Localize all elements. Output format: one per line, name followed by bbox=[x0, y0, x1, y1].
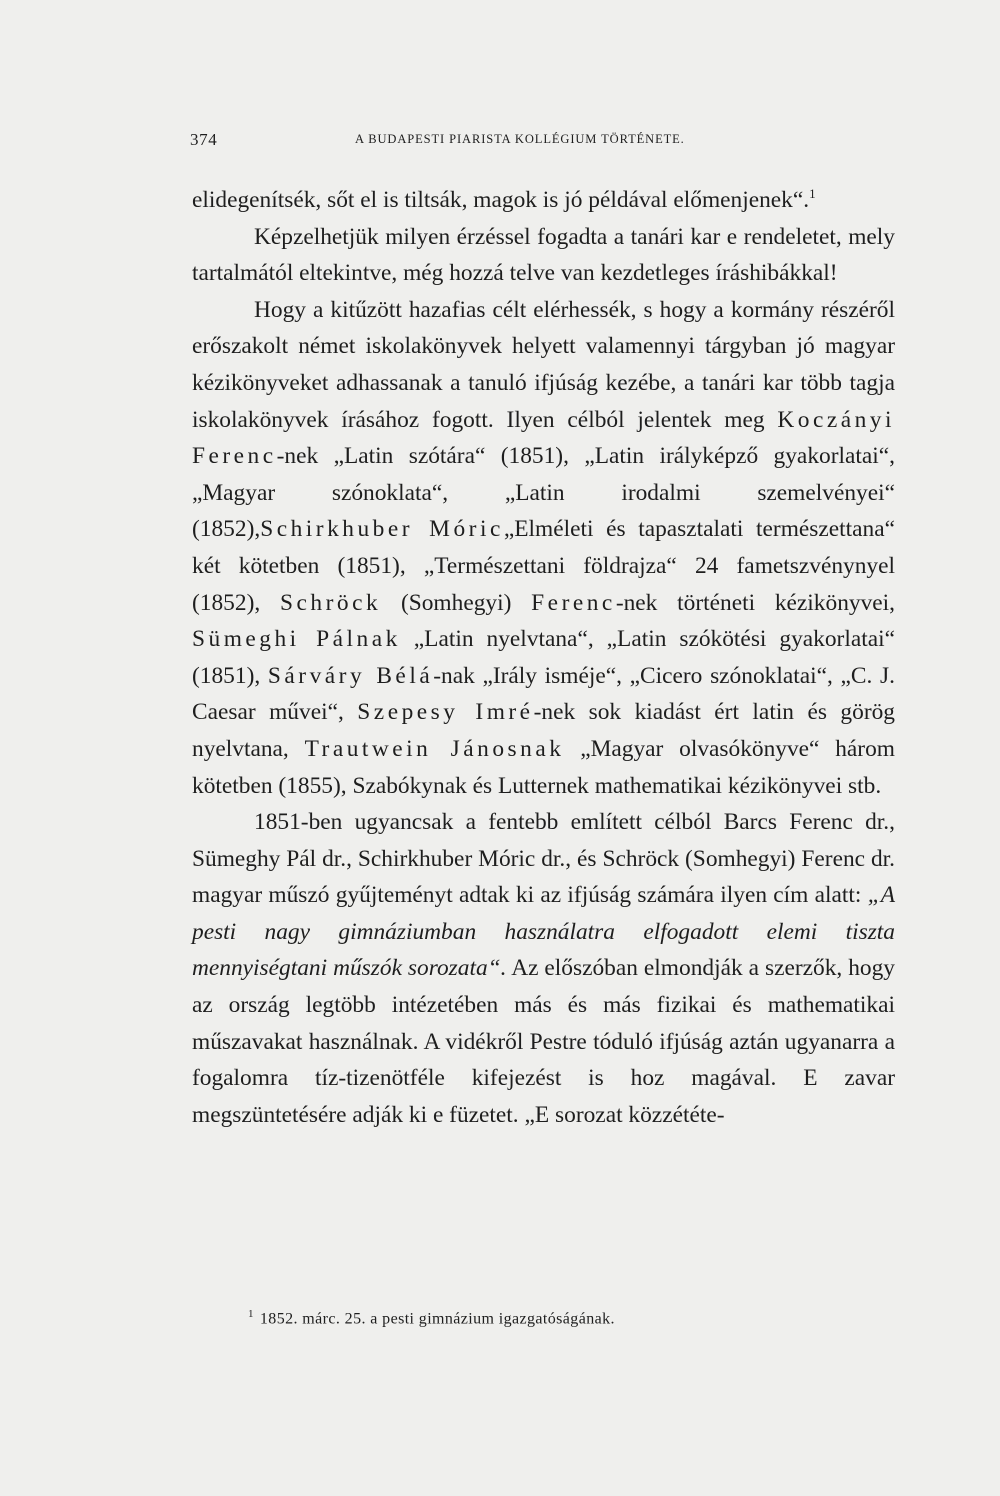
footnote-ref: 1 bbox=[809, 186, 816, 202]
paragraph-1-text: elidegenítsék, sőt el is tiltsák, magok is jó példával előmenjenek“. bbox=[192, 187, 810, 213]
book-title: „A pesti nagy gimnáziumban használatra elfogadott elemi tiszta mennyiségtani műszók sorozata“. bbox=[192, 882, 895, 982]
author-name: Ferenc bbox=[531, 589, 616, 616]
p3-text-1: Hogy a kitűzött hazafias célt elérhessék, s hogy a kormány részéről erőszakolt német iskolakönyvek helyett valamennyi tárgyban jó magyar kézikönyveket adhassanak a tanuló ifjúság kezébe, a tanári kar több tagja iskolakönyvek írásához fogott. Ilyen célból jelentek meg bbox=[192, 296, 895, 433]
p3-text-2: -nek „Latin szótára“ (1851), „Latin irályképző gyakorlatai“, „Magyar szónoklata“, „Latin irodalmi szemelvényei“ (1852), bbox=[192, 443, 895, 543]
paragraph-2: Képzelhetjük milyen érzéssel fogadta a tanári kar e rendeletet, mely tartalmától eltekintve, még hozzá telve van kezdetleges íráshibákkal! bbox=[192, 223, 895, 287]
running-title: A BUDAPESTI PIARISTA KOLLÉGIUM TÖRTÉNETE. bbox=[355, 132, 685, 146]
paragraph-4 bbox=[192, 804, 895, 1133]
p3-text-3: „Elméleti és tapasztalati természettana“ két kötetben (1851), „Természettani földrajza“ 24 fametszvénynyel (1852), bbox=[192, 516, 895, 616]
author-name: Koczányi Ferenc bbox=[192, 406, 895, 470]
page-number: 374 bbox=[190, 130, 218, 149]
footnote-mark: 1 bbox=[248, 1308, 254, 1320]
author-name: Trautwein Jánosnak bbox=[304, 735, 565, 762]
footnote-text: 1852. márc. 25. a pesti gimnázium igazgatóságának. bbox=[259, 1310, 615, 1328]
body-text bbox=[192, 182, 895, 1133]
author-name: Schirkhuber Móric bbox=[260, 516, 504, 543]
paragraph-3 bbox=[192, 292, 895, 804]
p3-text-5: -nek történeti kézikönyvei, bbox=[615, 589, 896, 616]
footnote bbox=[248, 1308, 908, 1328]
p4-text-1: 1851-ben ugyancsak a fentebb említett célból Barcs Ferenc dr., Sümeghy Pál dr., Schirkhuber Móric dr., és Schröck (Somhegyi) Ferenc dr. magyar műszó gyűjteményt adtak ki az ifjúság számára ilyen cím alatt: bbox=[192, 809, 895, 909]
p3-text-8: -nek sok kiadást ért latin és görög nyelvtana, bbox=[192, 699, 896, 762]
paragraph-1 bbox=[192, 182, 895, 219]
p3-text-7: -nak „Irály isméje“, „Cicero szónoklatai“, „C. J. Caesar művei“, bbox=[192, 662, 895, 726]
p3-text-9: „Magyar olvasókönyve“ három kötetben (1855), Szabókynak és Lutternek mathematikai kézikönyvei stb. bbox=[192, 735, 895, 799]
p3-text-6: „Latin nyelvtana“, „Latin szókötési gyakorlatai“ (1851), bbox=[192, 626, 895, 689]
author-name: Szepesy Imré bbox=[357, 699, 534, 726]
author-name: Schröck bbox=[280, 589, 382, 616]
author-name: Sárváry Bélá bbox=[267, 662, 434, 689]
p4-text-2: Az előszóban elmondják a szerzők, hogy az ország legtöbb intézetében más és más fizikai és mathematikai műszavakat használnak. A vidékről Pestre tóduló ifjúság aztán ugyanarra a fogalomra tíz-tizenötféle kifejezést is hoz magával. E zavar megszüntetésére adják ki e füzetet. „E sorozat közzététe- bbox=[192, 955, 895, 1128]
author-name: Sümeghi Pálnak bbox=[192, 626, 401, 653]
p3-text-4: (Somhegyi) bbox=[400, 589, 512, 616]
